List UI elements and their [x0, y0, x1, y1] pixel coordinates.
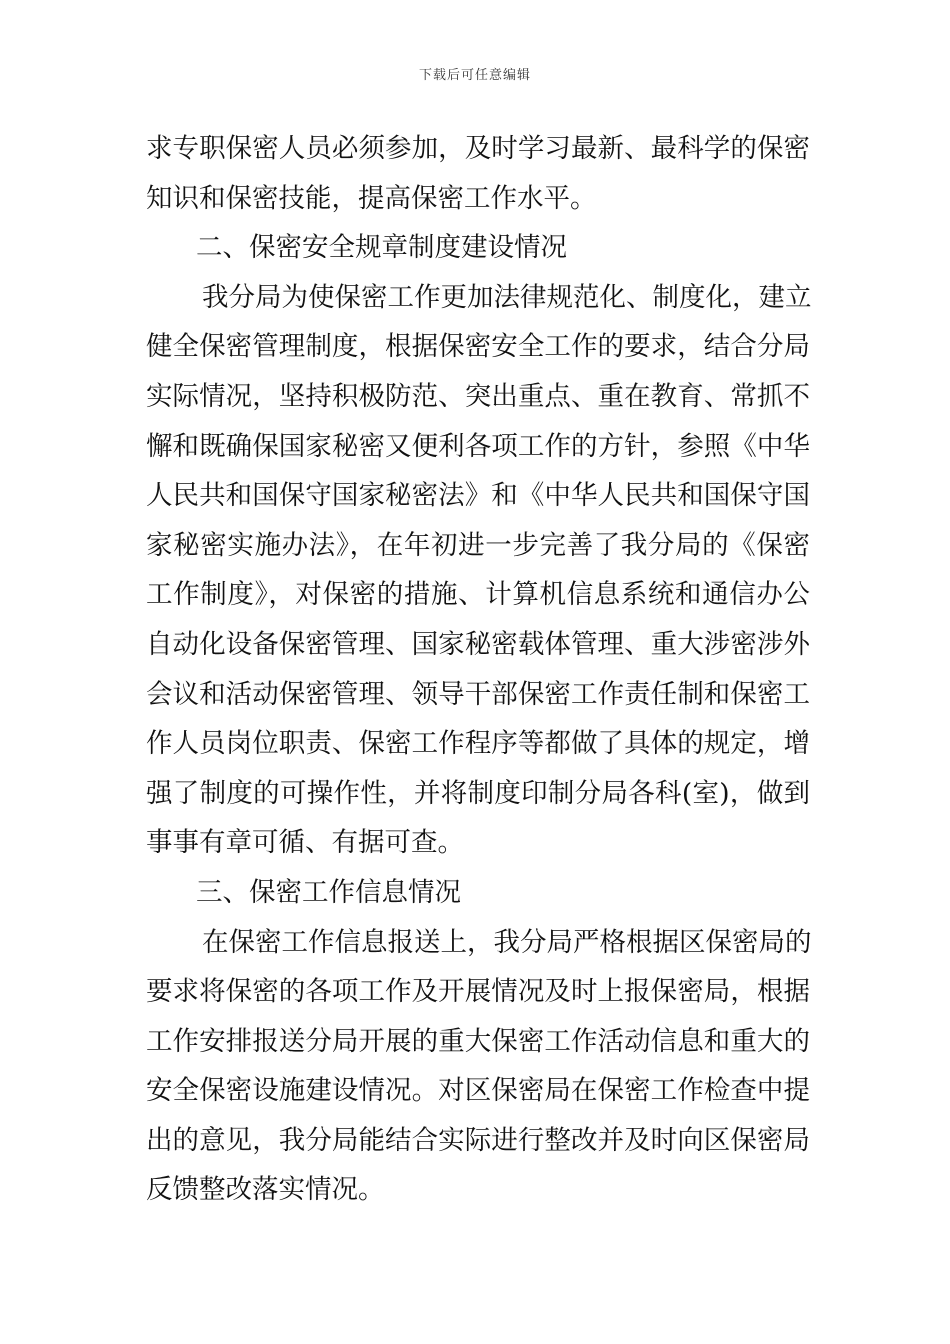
body-line: 安全保密设施建设情况。对区保密局在保密工作检查中提	[146, 1075, 810, 1107]
body-line: 人民共和国保守国家秘密法》和《中华人民共和国保守国	[146, 480, 810, 512]
page-header: 下载后可任意编辑	[418, 68, 531, 83]
body-line: 家秘密实施办法》，在年初进一步完善了我分局的《保密	[146, 529, 810, 561]
body-line: 懈和既确保国家秘密又便利各项工作的方针，参照《中华	[146, 430, 810, 462]
body-line: 工作制度》，对保密的措施、计算机信息系统和通信办公	[146, 579, 810, 611]
section-heading: 二、保密安全规章制度建设情况	[196, 232, 567, 264]
body-line: 出的意见，我分局能结合实际进行整改并及时向区保密局	[146, 1124, 810, 1156]
body-line: 知识和保密技能，提高保密工作水平。	[146, 182, 597, 214]
body-line: 实际情况，坚持积极防范、突出重点、重在教育、常抓不	[146, 380, 810, 412]
section-heading: 三、保密工作信息情况	[196, 876, 461, 908]
body-line: 在保密工作信息报送上，我分局严格根据区保密局的	[202, 926, 812, 958]
body-line: 求专职保密人员必须参加，及时学习最新、最科学的保密	[146, 133, 810, 164]
body-line: 工作安排报送分局开展的重大保密工作活动信息和重大的	[146, 1025, 810, 1057]
body-line: 会议和活动保密管理、领导干部保密工作责任制和保密工	[146, 678, 810, 710]
body-line: 强了制度的可操作性，并将制度印制分局各科(室)，做到	[146, 777, 810, 809]
body-line: 我分局为使保密工作更加法律规范化、制度化，建立	[202, 281, 812, 313]
body-line: 作人员岗位职责、保密工作程序等都做了具体的规定，增	[146, 728, 810, 760]
body-line: 健全保密管理制度，根据保密安全工作的要求，结合分局	[146, 331, 810, 363]
body-line: 要求将保密的各项工作及开展情况及时上报保密局，根据	[146, 976, 810, 1008]
body-line: 反馈整改落实情况。	[146, 1174, 385, 1206]
body-line: 自动化设备保密管理、国家秘密载体管理、重大涉密涉外	[146, 628, 810, 660]
body-line: 事事有章可循、有据可查。	[146, 827, 464, 859]
document-body	[146, 124, 810, 1215]
